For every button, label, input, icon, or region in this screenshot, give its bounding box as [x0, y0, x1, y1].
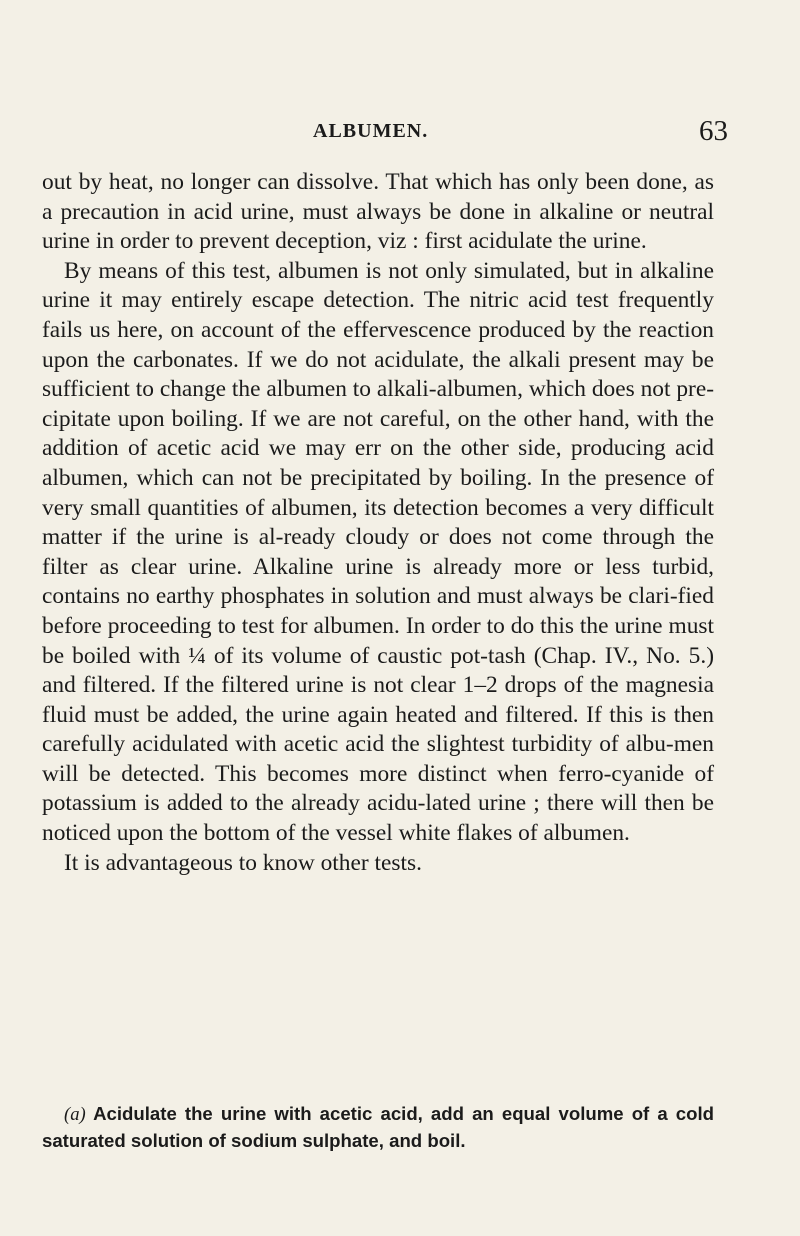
paragraph-other-tests: It is advantageous to know other tests.: [64, 849, 422, 876]
footnote-paragraph: [42, 1101, 714, 1154]
body-text: [42, 168, 714, 878]
footnote: [42, 1101, 714, 1154]
chapter-title: ALBUMEN.: [313, 120, 429, 142]
footnote-marker: (a): [64, 1104, 86, 1125]
page-number: 63: [699, 115, 728, 147]
paragraph-continuation: out by heat, no longer can dissolve. That which has only been done, as a precaution in acid urine, must always be done in alkaline or neutral urine in order to prevent deception, viz : first acidulate the urine.: [42, 169, 714, 255]
footnote-text: Acidulate the urine with acetic acid, add an equal volume of a cold saturated solution of sodium sulphate, and boil.: [42, 1103, 714, 1151]
paragraph-test-description: By means of this test, albumen is not only simulated, but in alkaline urine it may entirely escape detection. The nitric acid test frequently fails us here, on account of the effervescence produced by the reaction upon the carbonates. If we do not acidulate, the alkali present may be sufficient to change the albumen to alkali-albumen, which does not pre-cipitate upon boiling. If we are not careful, on the other hand, with the addition of acetic acid we may err on the other side, producing acid albumen, which can not be precipitated by boiling. In the presence of very small quantities of albumen, its detection becomes a very difficult matter if the urine is al-ready cloudy or does not come through the filter as clear urine. Alkaline urine is already more or less turbid, contains no earthy phosphates in solution and must always be clari-fied before proceeding to test for albumen. In order to do this the urine must be boiled with ¼ of its volume of caustic pot-tash (Chap. IV., No. 5.) and filtered. If the filtered urine is not clear 1–2 drops of the magnesia fluid must be added, the urine again heated and filtered. If this is then carefully acidulated with acetic acid the slightest turbidity of albu-men will be detected. This becomes more distinct when ferro-cyanide of potassium is added to the already acidu-lated urine ; there will then be noticed upon the bottom of the vessel white flakes of albumen.: [42, 257, 714, 847]
running-head: [0, 115, 800, 158]
